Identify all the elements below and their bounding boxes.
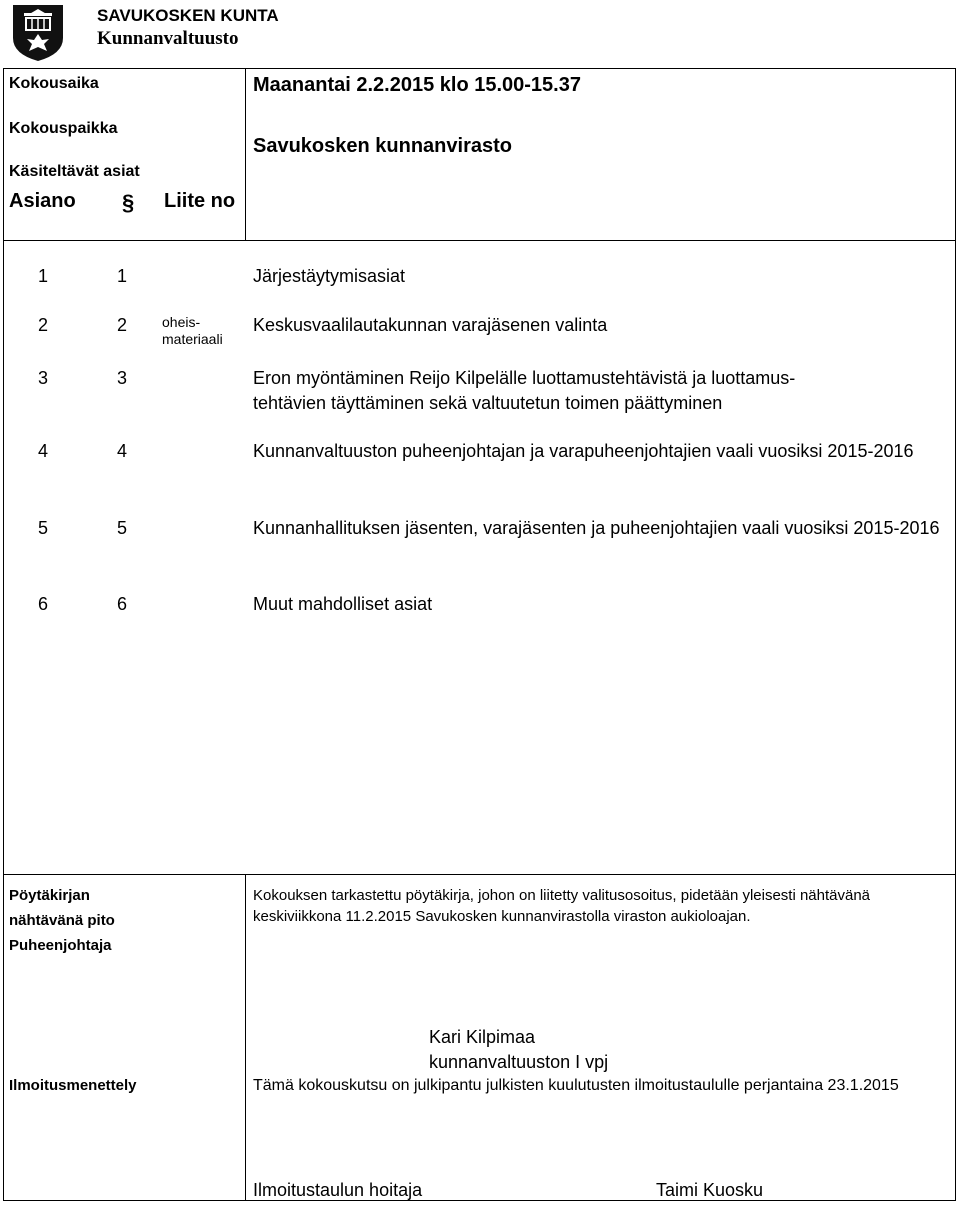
item-asiano: 6	[38, 594, 49, 614]
item-text: Kunnanhallituksen jäsenten, varajäsenten ja puheenjohtajien vaali vuosiksi 2015-2016	[253, 518, 940, 538]
item-attachment: oheis- materiaali	[162, 314, 223, 347]
row-divider	[3, 240, 956, 241]
chair-label: Puheenjohtaja	[9, 937, 112, 954]
item-asiano: 4	[38, 441, 49, 461]
item-section: 2	[117, 315, 128, 335]
item-text: Järjestäytymisasiat	[253, 266, 406, 286]
organ-name: Kunnanvaltuusto	[97, 28, 239, 49]
column-liite: Liite no	[164, 190, 236, 212]
row-divider	[3, 874, 956, 875]
column-divider	[245, 68, 246, 240]
column-asiano: Asiano	[9, 190, 76, 212]
item-asiano: 5	[38, 518, 49, 538]
item-section: 3	[117, 368, 128, 388]
minutes-label-line2: nähtävänä pito	[9, 912, 115, 929]
meeting-time-label: Kokousaika	[9, 75, 99, 92]
notice-label: Ilmoitusmenettely	[9, 1077, 137, 1094]
chair-name: Kari Kilpimaa	[429, 1027, 536, 1047]
item-text: Eron myöntäminen Reijo Kilpelälle luottamustehtävistä ja luottamus- tehtävien täyttäminen sekä valtuutetun toimen päättyminen	[253, 368, 796, 413]
item-text: Kunnanvaltuuston puheenjohtajan ja varapuheenjohtajien vaali vuosiksi 2015-2016	[253, 441, 914, 461]
organization-name: SAVUKOSKEN KUNTA	[97, 6, 279, 25]
notice-keeper-label: Ilmoitustaulun hoitaja	[253, 1180, 423, 1200]
matters-label: Käsiteltävät asiat	[9, 163, 140, 180]
meeting-time-value: Maanantai 2.2.2015 klo 15.00-15.37	[253, 74, 581, 96]
minutes-text: Kokouksen tarkastettu pöytäkirja, johon on liitetty valitusosoitus, pidetään yleisesti nähtävänä keskiviikkona 11.2.2015 Savukosken kunnanvirastolla viraston aukioloajan.	[253, 887, 871, 925]
item-section: 6	[117, 594, 128, 614]
chair-title: kunnanvaltuuston I vpj	[429, 1052, 609, 1072]
notice-text: Tämä kokouskutsu on julkipantu julkisten kuulutusten ilmoitustaululle perjantaina 23.1.2015	[253, 1077, 899, 1094]
column-section-sign: §	[122, 190, 135, 215]
item-asiano: 2	[38, 315, 49, 335]
minutes-label-line1: Pöytäkirjan	[9, 887, 90, 904]
item-section: 5	[117, 518, 128, 538]
item-text: Muut mahdolliset asiat	[253, 594, 433, 614]
item-section: 1	[117, 266, 128, 286]
item-asiano: 1	[38, 266, 49, 286]
item-section: 4	[117, 441, 128, 461]
item-asiano: 3	[38, 368, 49, 388]
meeting-place-value: Savukosken kunnanvirasto	[253, 135, 512, 157]
notice-keeper-name: Taimi Kuosku	[656, 1180, 764, 1200]
municipality-coat-of-arms-icon	[12, 4, 64, 62]
item-text: Keskusvaalilautakunnan varajäsenen valinta	[253, 315, 608, 335]
column-divider	[245, 874, 246, 1201]
meeting-place-label: Kokouspaikka	[9, 120, 118, 137]
